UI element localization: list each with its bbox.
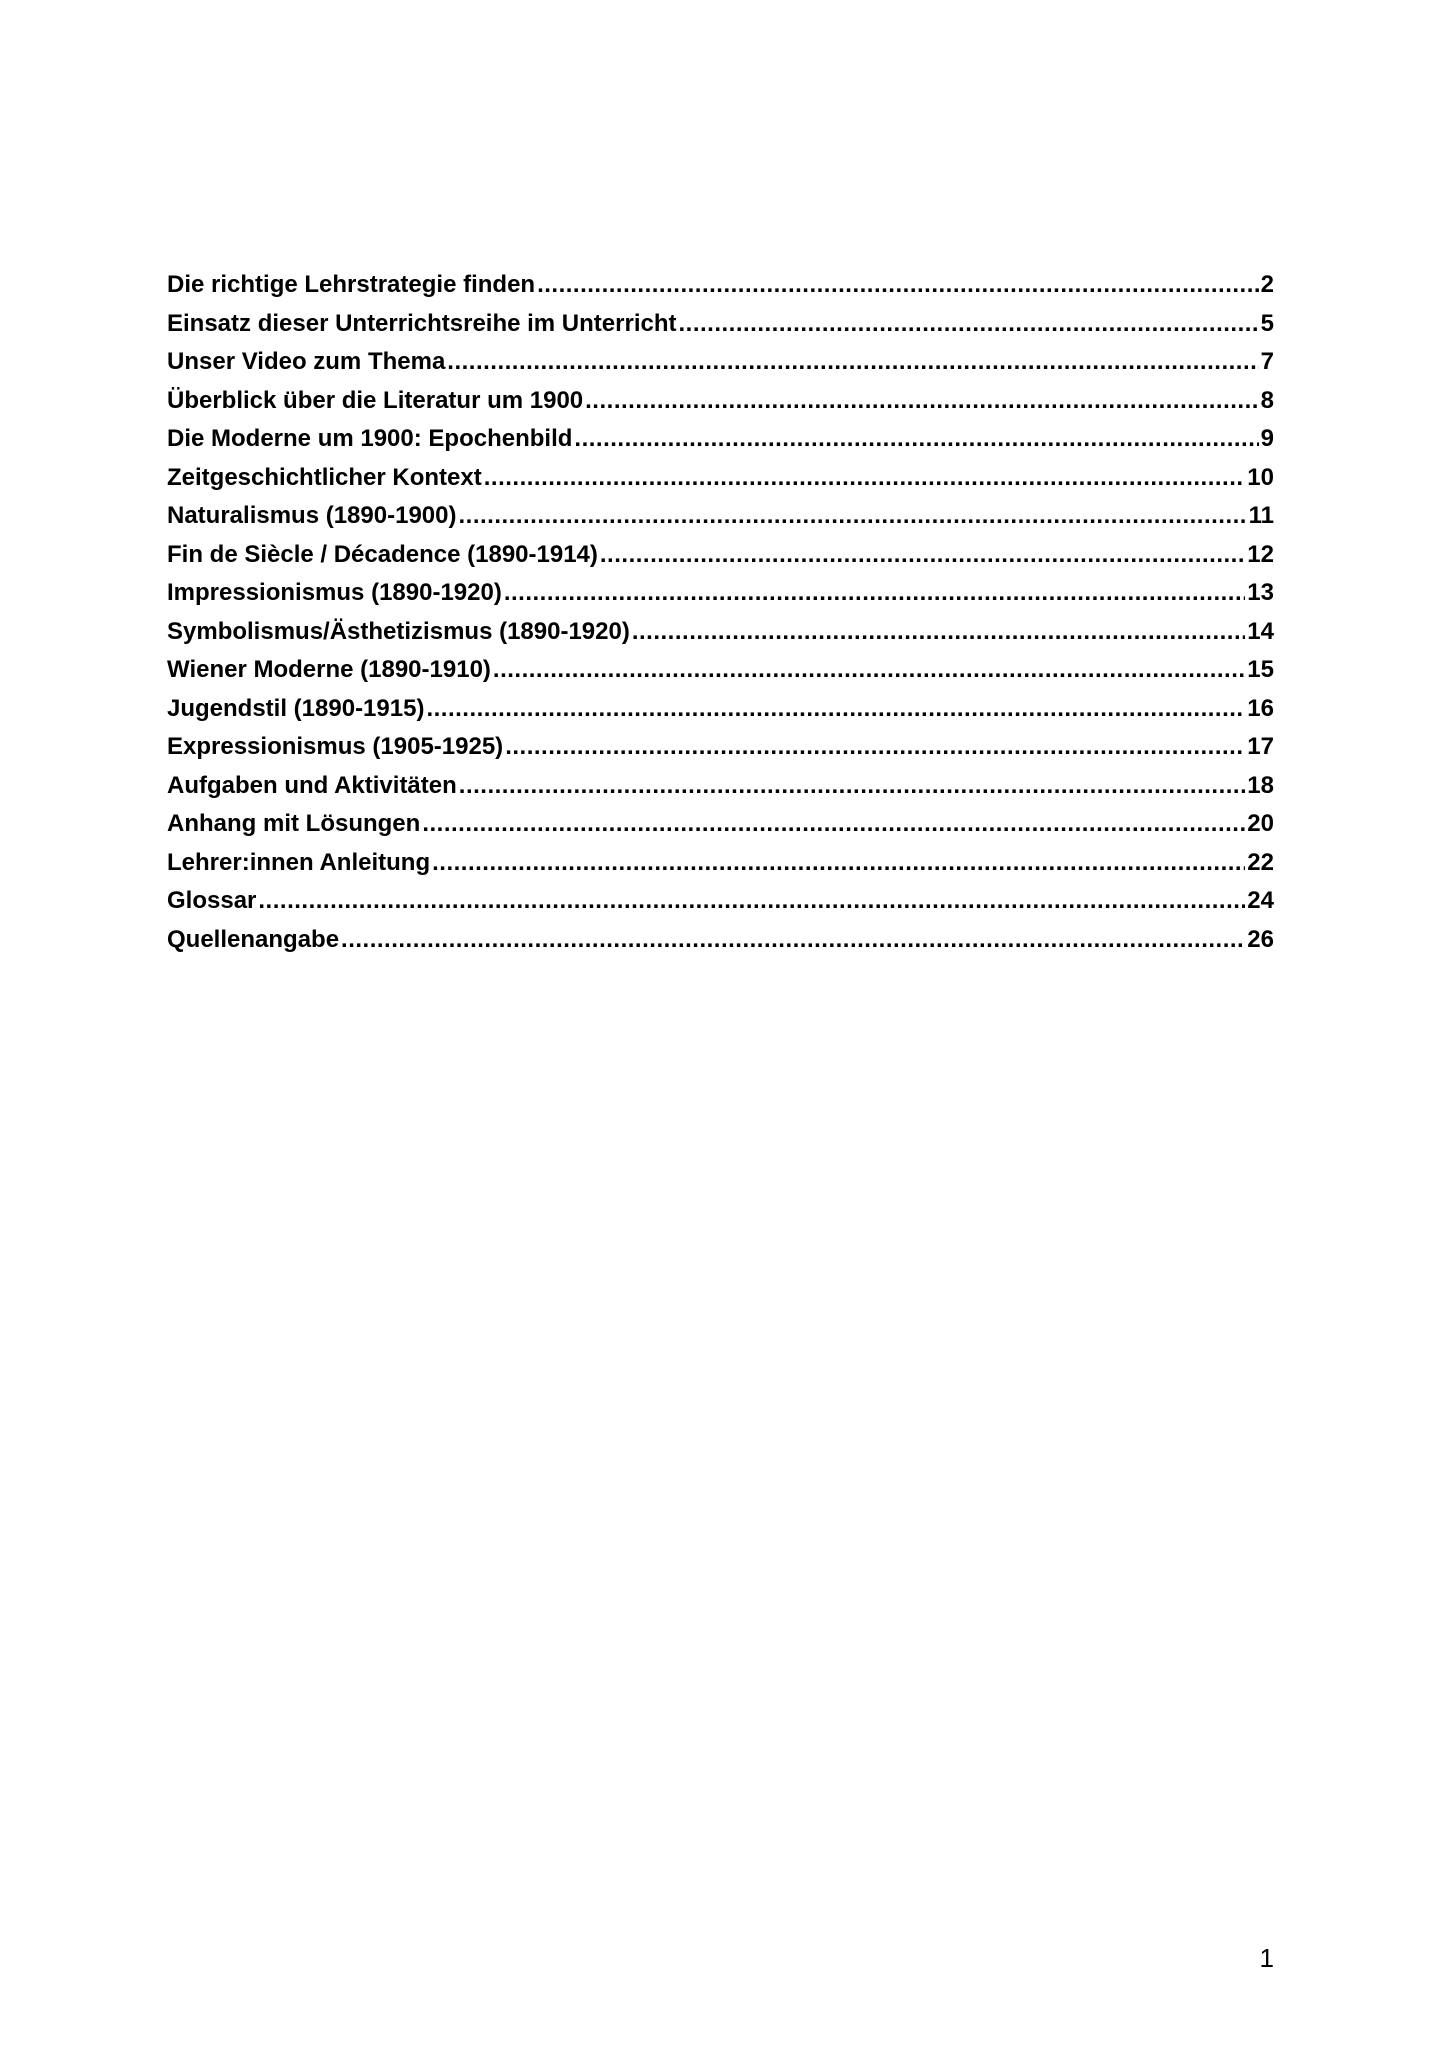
toc-dot-leader — [459, 767, 1246, 806]
toc-dot-leader — [258, 882, 1245, 921]
toc-entry[interactable] — [167, 343, 1274, 382]
toc-entry-title[interactable]: Unser Video zum Thema — [167, 348, 446, 375]
toc-entry-title[interactable]: Aufgaben und Aktivitäten — [167, 771, 457, 799]
toc-dot-leader — [493, 651, 1245, 690]
toc-entry-title[interactable]: Naturalismus (1890-1900) — [167, 502, 457, 529]
toc-dot-leader — [574, 420, 1258, 459]
toc-dot-leader — [585, 382, 1259, 421]
toc-entry[interactable] — [167, 613, 1274, 652]
toc-entry-page[interactable]: 12 — [1247, 540, 1274, 568]
toc-dot-leader — [341, 921, 1245, 960]
toc-entry-page[interactable]: 13 — [1247, 579, 1274, 606]
toc-entry-page[interactable]: 17 — [1247, 733, 1274, 760]
toc-dot-leader — [600, 536, 1245, 575]
toc-entry[interactable] — [167, 805, 1274, 844]
toc-entry-page[interactable]: 16 — [1247, 694, 1274, 722]
toc-dot-leader — [432, 844, 1245, 883]
toc-entry[interactable] — [167, 382, 1274, 421]
toc-entry-title[interactable]: Quellenangabe — [167, 925, 340, 953]
toc-dot-leader — [678, 305, 1258, 344]
toc-dot-leader — [447, 343, 1258, 382]
toc-entry[interactable] — [167, 882, 1274, 921]
toc-entry-page[interactable]: 18 — [1247, 771, 1274, 799]
page-number: 1 — [1259, 1943, 1274, 1973]
toc-dot-leader — [422, 805, 1245, 844]
toc-entry-title[interactable]: Zeitgeschichtlicher Kontext — [167, 463, 482, 491]
toc-entry-title[interactable]: Symbolismus/Ästhetizismus (1890-1920) — [167, 617, 630, 645]
toc-entry[interactable] — [167, 728, 1274, 767]
toc-entry-title[interactable]: Lehrer:innen Anleitung — [167, 848, 431, 876]
toc-entry-title[interactable]: Die Moderne um 1900: Epochenbild — [167, 425, 573, 452]
toc-entry-title[interactable]: Glossar — [167, 887, 257, 914]
toc-entry-title[interactable]: Einsatz dieser Unterrichtsreihe im Unterricht — [167, 309, 677, 337]
toc-entry-page[interactable]: 5 — [1260, 309, 1274, 337]
toc-entry-page[interactable]: 24 — [1247, 887, 1274, 914]
toc-entry[interactable] — [167, 921, 1274, 960]
toc-entry-page[interactable]: 10 — [1247, 463, 1274, 491]
toc-entry-title[interactable]: Überblick über die Literatur um 1900 — [167, 386, 584, 414]
toc-entry[interactable] — [167, 266, 1274, 305]
toc-entry-title[interactable]: Wiener Moderne (1890-1910) — [167, 656, 491, 683]
toc-dot-leader — [504, 574, 1245, 613]
toc-entry-page[interactable]: 7 — [1260, 348, 1274, 375]
toc-entry-page[interactable]: 26 — [1247, 925, 1274, 953]
toc-dot-leader — [458, 497, 1246, 536]
toc-entry-page[interactable]: 20 — [1247, 810, 1274, 837]
toc-entry[interactable] — [167, 844, 1274, 883]
toc-dot-leader — [505, 728, 1245, 767]
toc-entry[interactable] — [167, 459, 1274, 498]
toc-entry-page[interactable]: 22 — [1247, 848, 1274, 876]
toc-entry-title[interactable]: Expressionismus (1905-1925) — [167, 733, 504, 760]
toc-entry-page[interactable]: 11 — [1248, 502, 1274, 529]
toc-entry-page[interactable]: 14 — [1247, 617, 1274, 645]
toc-entry-title[interactable]: Fin de Siècle / Décadence (1890-1914) — [167, 540, 598, 568]
toc-entry[interactable] — [167, 767, 1274, 806]
toc-dot-leader — [632, 613, 1245, 652]
toc-entry[interactable] — [167, 305, 1274, 344]
toc-entry[interactable] — [167, 497, 1274, 536]
toc-entry-title[interactable]: Jugendstil (1890-1915) — [167, 694, 425, 722]
toc-entry-page[interactable]: 15 — [1247, 656, 1274, 683]
toc-entry[interactable] — [167, 651, 1274, 690]
toc-entry[interactable] — [167, 536, 1274, 575]
toc-dot-leader — [537, 266, 1259, 305]
toc-dot-leader — [484, 459, 1246, 498]
toc-entry-title[interactable]: Anhang mit Lösungen — [167, 810, 421, 837]
toc-entry-title[interactable]: Impressionismus (1890-1920) — [167, 579, 502, 606]
toc-entry[interactable] — [167, 574, 1274, 613]
toc-entry[interactable] — [167, 690, 1274, 729]
toc-dot-leader — [426, 690, 1245, 729]
table-of-contents — [167, 266, 1274, 959]
toc-entry-page[interactable]: 9 — [1260, 425, 1274, 452]
toc-entry-title[interactable]: Die richtige Lehrstrategie finden — [167, 271, 536, 298]
toc-entry-page[interactable]: 8 — [1260, 386, 1274, 414]
toc-entry[interactable] — [167, 420, 1274, 459]
toc-entry-page[interactable]: 2 — [1260, 271, 1274, 298]
